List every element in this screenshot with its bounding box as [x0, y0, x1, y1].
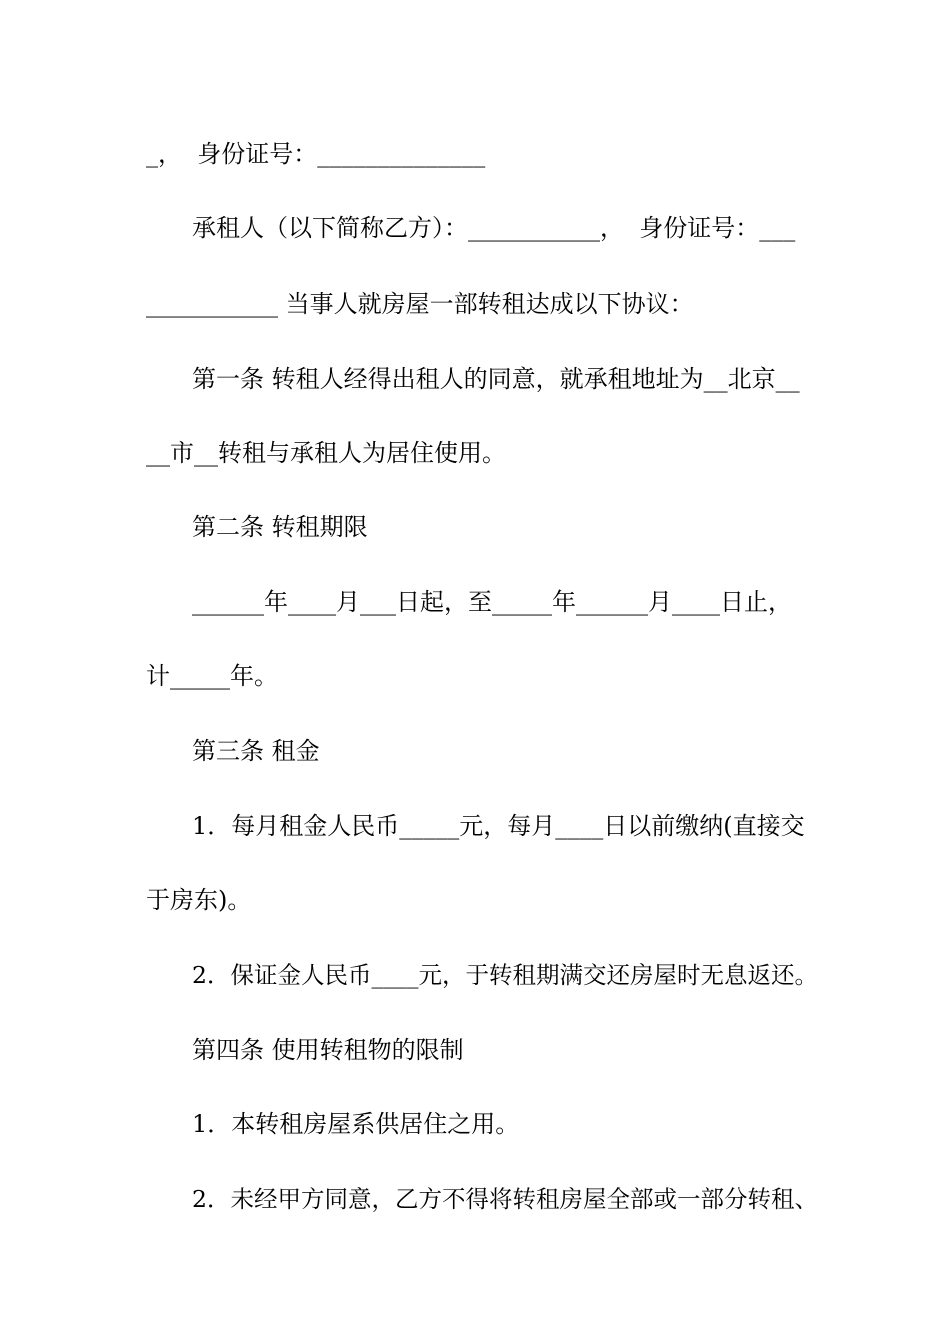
id-number-line: _， 身份证号：______________ — [146, 140, 486, 168]
agreement-intro-line: ___________ 当事人就房屋一部转租达成以下协议： — [146, 290, 694, 318]
article-1-line-2: __市__转租与承租人为居住使用。 — [146, 439, 506, 467]
article-2-heading: 第二条 转租期限 — [192, 513, 368, 541]
rent-item-1-line-1: 1．每月租金人民币_____元，每月____日以前缴纳(直接交 — [192, 812, 805, 840]
deposit-item-line: 2．保证金人民币____元，于转租期满交还房屋时无息返还。 — [192, 961, 818, 989]
term-years-line: 计_____年。 — [146, 662, 278, 690]
restriction-item-2: 2．未经甲方同意，乙方不得将转租房屋全部或一部分转租、 — [192, 1185, 818, 1213]
article-4-heading: 第四条 使用转租物的限制 — [192, 1036, 464, 1064]
rent-item-1-line-2: 于房东)。 — [146, 886, 252, 914]
tenant-line: 承租人（以下简称乙方）：___________， 身份证号：___ — [192, 214, 796, 242]
article-3-heading: 第三条 租金 — [192, 737, 320, 765]
article-1-line-1: 第一条 转租人经得出租人的同意，就承租地址为__北京__ — [192, 365, 800, 393]
term-dates-line: ______年____月___日起，至_____年______月____日止， — [192, 588, 792, 616]
restriction-item-1: 1．本转租房屋系供居住之用。 — [192, 1110, 520, 1138]
